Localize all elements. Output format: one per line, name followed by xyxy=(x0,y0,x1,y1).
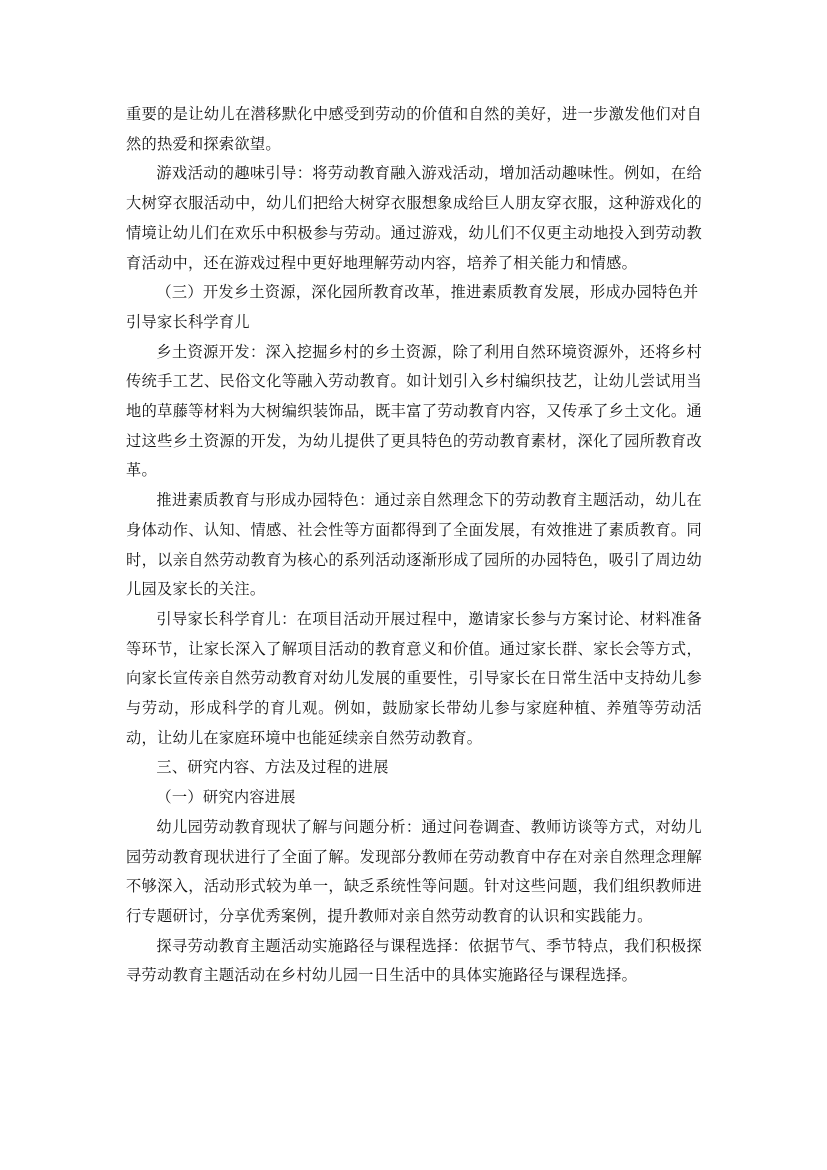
paragraph-quality-education: 推进素质教育与形成办园特色：通过亲自然理念下的劳动教育主题活动，幼儿在身体动作、认知、情感、社会性等方面都得到了全面发展，有效推进了素质教育。同时，以亲自然劳动教育为核心的系列活动逐渐形成了园所的办园特色，吸引了周边幼儿园及家长的关注。 xyxy=(126,491,702,599)
paragraph-parent-guidance: 引导家长科学育儿：在项目活动开展过程中，邀请家长参与方案讨论、材料准备等环节，让家长深入了解项目活动的教育意义和价值。通过家长群、家长会等方式，向家长宣传亲自然劳动教育对幼儿发展的重要性，引导家长在日常生活中支持幼儿参与劳动，形成科学的育儿观。例如，鼓励家长带幼儿参与家庭种植、养殖等劳动活动，让幼儿在家庭环境中也能延续亲自然劳动教育。 xyxy=(126,609,702,747)
paragraph-local-resources: 乡土资源开发：深入挖掘乡村的乡土资源，除了利用自然环境资源外，还将乡村传统手工艺、民俗文化等融入劳动教育。如计划引入乡村编织技艺，让幼儿尝试用当地的草藤等材料为大树编织装饰品，既丰富了劳动教育内容，又传承了乡土文化。通过这些乡土资源的开发，为幼儿提供了更具特色的劳动教育素材，深化了园所教育改革。 xyxy=(126,342,702,480)
paragraph-status-analysis: 幼儿园劳动教育现状了解与问题分析：通过问卷调查、教师访谈等方式，对幼儿园劳动教育现状进行了全面了解。发现部分教师在劳动教育中存在对亲自然理念理解不够深入，活动形式较为单一，缺乏系统性等问题。针对这些问题，我们组织教师进行专题研讨，分享优秀案例，提升教师对亲自然劳动教育的认识和实践能力。 xyxy=(126,817,702,925)
paragraph-continuation: 重要的是让幼儿在潜移默化中感受到劳动的价值和自然的美好，进一步激发他们对自然的热爱和探索欲望。 xyxy=(126,105,702,153)
paragraph-implementation-paths: 探寻劳动教育主题活动实施路径与课程选择：依据节气、季节特点，我们积极探寻劳动教育主题活动在乡村幼儿园一日生活中的具体实施路径与课程选择。 xyxy=(126,936,702,985)
subsection-heading-content-progress: （一）研究内容进展 xyxy=(156,788,296,807)
section-heading-research-progress: 三、研究内容、方法及过程的进展 xyxy=(156,758,389,777)
paragraph-game-activities: 游戏活动的趣味引导：将劳动教育融入游戏活动，增加活动趣味性。例如，在给大树穿衣服活动中，幼儿们把给大树穿衣服想象成给巨人朋友穿衣服，这种游戏化的情境让幼儿们在欢乐中积极参与劳动。通过游戏，幼儿们不仅更主动地投入到劳动教育活动中，还在游戏过程中更好地理解劳动内容，培养了相关能力和情感。 xyxy=(126,164,702,272)
section-heading-3: （三）开发乡土资源，深化园所教育改革，推进素质教育发展，形成办园特色并引导家长科学育儿 xyxy=(126,283,699,331)
document-body xyxy=(126,100,702,991)
